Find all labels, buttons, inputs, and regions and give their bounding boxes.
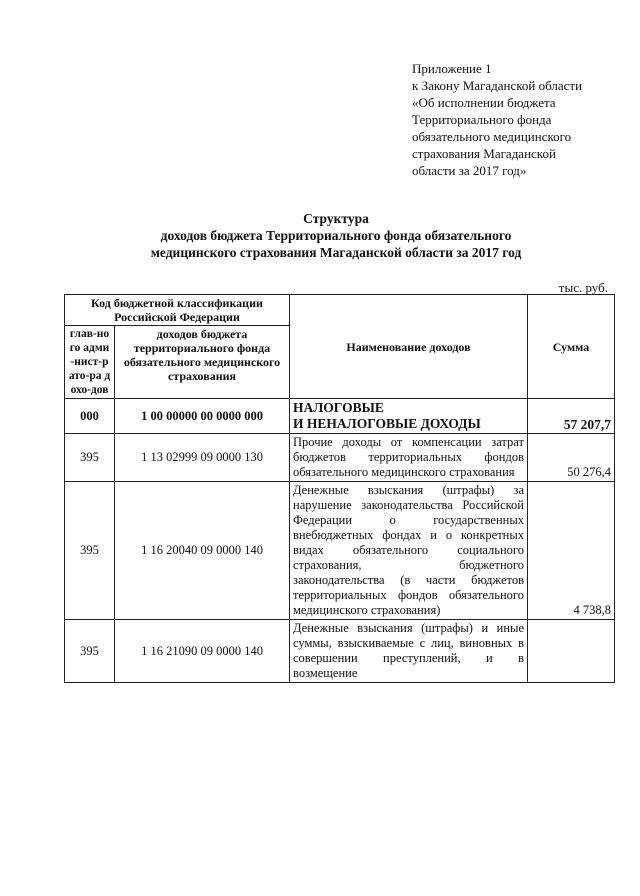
cell-sum: 50 276,4 [528,434,615,482]
header-sum: Сумма [528,295,615,399]
appendix-line: страхования Магаданской [412,146,556,161]
cell-sum: 4 738,8 [528,482,615,620]
appendix-line: «Об исполнении бюджета [412,95,556,110]
header-admin-code: глав-ного адми-нист-рато-ра дохо-дов [65,326,115,399]
cell-income-name: Денежные взыскания (штрафы) и иные суммы, взыскиваемые с лиц, виновных в совершении преступлений, и в возмещение [290,620,528,683]
header-income-name: Наименование доходов [290,295,528,399]
title-line: доходов бюджета Территориального фонда обязательного [160,228,512,243]
income-table [64,294,615,683]
appendix-line: обязательного медицинского [412,129,572,144]
cell-admin-code: 395 [65,620,115,683]
title-line: медицинского страхования Магаданской области за 2017 год [150,245,522,260]
table-row [65,482,615,620]
cell-admin-code: 395 [65,434,115,482]
appendix-line: Приложение 1 [412,61,492,76]
cell-sum: 57 207,7 [528,399,615,434]
appendix-line: к Закону Магаданской области [412,78,583,93]
cell-admin-code: 000 [65,399,115,434]
cell-income-code: 1 16 20040 09 0000 140 [115,482,290,620]
table-header-row [65,295,615,326]
table-row [65,434,615,482]
cell-admin-code: 395 [65,482,115,620]
cell-sum [528,620,615,683]
appendix-block [412,60,612,179]
appendix-line: Территориального фонда [412,112,552,127]
cell-income-code: 1 16 21090 09 0000 140 [115,620,290,683]
name-line: НАЛОГОВЫЕ [293,400,384,415]
table-row [65,399,615,434]
table-row [65,620,615,683]
cell-income-name: Прочие доходы от компенсации затрат бюджетов территориальных фондов обязательного медицинского страхования [290,434,528,482]
cell-income-code: 1 00 00000 00 0000 000 [115,399,290,434]
header-classification-code: Код бюджетной классификации Российской Федерации [65,295,290,326]
cell-income-name: Денежные взыскания (штрафы) за нарушение законодательства Российской Федерации о государственных внебюджетных фондах и о конкретных видах обязательного социального страхования, бюджетного законодательства (в части бюджетов территориальных фондов обязательного медицинского страхования) [290,482,528,620]
header-income-code: доходов бюджета территориального фонда обязательного медицинского страхования [115,326,290,399]
cell-income-name [290,399,528,434]
title-line: Структура [303,211,369,226]
cell-income-code: 1 13 02999 09 0000 130 [115,434,290,482]
document-title [100,210,572,261]
units-label: тыс. руб. [558,280,608,295]
appendix-line: области за 2017 год» [412,163,527,178]
name-line: И НЕНАЛОГОВЫЕ ДОХОДЫ [293,416,481,431]
